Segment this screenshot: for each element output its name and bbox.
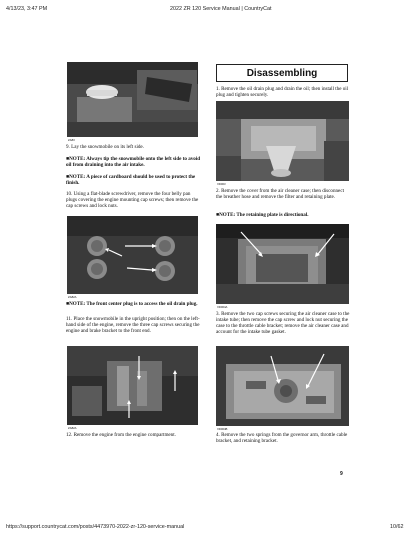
note-cardboard: ■NOTE: A piece of cardboard should be used to protect the finish. <box>66 174 196 187</box>
photo-air-cleaner-case <box>216 224 349 304</box>
photo-oil-drain-image <box>216 101 349 181</box>
note-tip-left-side: ■NOTE: Always tip the snowmobile onto the left side to avoid oil from draining into the air intake. <box>66 156 201 169</box>
step-1: 1. Remove the oil drain plug and drain the oil; then install the oil plug and tighten securely. <box>216 86 349 99</box>
step-12: 12. Remove the engine from the engine compartment. <box>66 432 176 438</box>
print-page-count: 10/62 <box>390 524 404 530</box>
step-11: 11. Place the snowmobile in the upright position; then on the left-hand side of the engine, remove the three cap screws securing the engine and brake bracket to the front end. <box>66 316 200 335</box>
step-9: 9. Lay the snowmobile on its left side. <box>66 144 144 150</box>
manual-page-number: 9 <box>340 471 343 477</box>
figure-id: XD004B <box>217 427 228 431</box>
photo-snowmobile-side <box>67 62 198 137</box>
photo-governor-springs-image <box>216 346 349 426</box>
photo-air-cleaner-case-image <box>216 224 349 304</box>
figure-id: ZA83 <box>68 138 75 142</box>
photo-belly-pan-plugs <box>67 216 198 294</box>
step-2: 2. Remove the cover from the air cleaner case; then disconnect the breather hose and remove the filter and retaining plate. <box>216 188 344 201</box>
photo-snowmobile-side-image <box>67 62 198 137</box>
photo-engine-mount-screws <box>67 346 198 425</box>
photo-oil-drain <box>216 101 349 181</box>
figure-id: XD004A <box>217 305 228 309</box>
print-datetime: 4/13/23, 3:47 PM <box>6 6 48 12</box>
step-3: 3. Remove the two cap screws securing the air cleaner case to the intake tube; then remove the cap screw and lock nut securing the case to the throttle cable bracket; remove the air cleaner case and account for the intake tube gasket. <box>216 311 350 336</box>
photo-belly-pan-plugs-image <box>67 216 198 294</box>
step-4: 4. Remove the two springs from the governor arm, throttle cable bracket, and retaining bracket. <box>216 432 348 445</box>
section-title-box <box>216 64 348 82</box>
photo-engine-mount-screws-image <box>67 346 198 425</box>
note-front-center-plug: ■NOTE: The front center plug is to access the oil drain plug. <box>66 301 198 307</box>
figure-id: ZA82A <box>68 426 77 430</box>
section-title: Disassembling <box>246 68 318 79</box>
step-10: 10. Using a flat-blade screwdriver, remove the four belly pan plugs covering the engine mounting cap screws; then remove the cap screws and lock nuts. <box>66 191 199 210</box>
photo-governor-springs <box>216 346 349 426</box>
figure-id: ZA82A <box>68 295 77 299</box>
print-url: https://support.countrycat.com/posts/4473970-2022-zr-120-service-manual <box>6 524 185 530</box>
figure-id: XD003 <box>217 182 226 186</box>
note-retaining-plate: ■NOTE: The retaining plate is directional. <box>216 212 309 218</box>
print-page-title: 2022 ZR 120 Service Manual | CountryCat <box>170 6 272 12</box>
